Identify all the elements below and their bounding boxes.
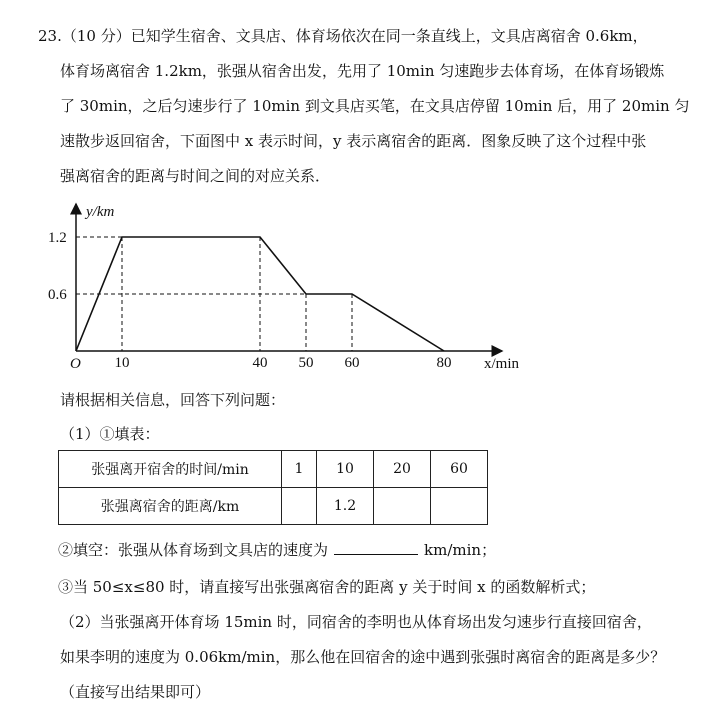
table-cell-distance[interactable] [431, 488, 488, 525]
table-cell-distance[interactable] [282, 488, 317, 525]
y-axis-label: y/km [86, 204, 115, 220]
x-tick-label: 40 [252, 355, 268, 371]
question-2 [58, 540, 496, 560]
table-cell-time: 60 [431, 451, 488, 488]
distance-time-graph [40, 196, 540, 376]
question-2-text: ②填空：张强从体育场到文具店的速度为 [58, 541, 329, 559]
table-cell-time: 10 [317, 451, 374, 488]
x-axis-label: x/min [484, 356, 520, 372]
problem-number: 23. [38, 27, 62, 45]
problem-header [38, 26, 648, 46]
part1-label: （1）①填表： [60, 425, 160, 443]
problem-line: 体育场离宿舍 1.2km，张强从宿舍出发，先用了 10min 匀速跑步去体育场，在体育场锻炼 [60, 62, 665, 80]
answer-blank[interactable] [334, 540, 418, 555]
origin-label: O [70, 356, 81, 372]
table-row-header: 张强离宿舍的距离/km [59, 488, 282, 525]
problem-line: 速散步返回宿舍，下面图中 x 表示时间，y 表示离宿舍的距离．图象反映了这个过程中张 [60, 132, 647, 150]
part2-line: （直接写出结果即可） [60, 683, 211, 701]
table-row [59, 451, 488, 488]
prompt-line: 请根据相关信息，回答下列问题： [60, 391, 286, 409]
y-tick-label: 0.6 [48, 287, 67, 303]
y-tick-label: 1.2 [48, 230, 67, 246]
table-cell-distance[interactable] [374, 488, 431, 525]
table-cell-distance[interactable]: 1.2 [317, 488, 374, 525]
part2-line: （2）当张强离开体育场 15min 时，同宿舍的李明也从体育场出发匀速步行直接回宿舍， [60, 613, 652, 631]
x-tick-label: 10 [114, 355, 130, 371]
problem-line: 强离宿舍的距离与时间之间的对应关系． [60, 167, 331, 185]
problem-line: 了 30min，之后匀速步行了 10min 到文具店买笔，在文具店停留 10min 后，用了 20min 匀 [60, 97, 690, 115]
problem-line: 已知学生宿舍、文具店、体育场依次在同一条直线上，文具店离宿舍 0.6km， [130, 27, 648, 45]
part2-line: 如果李明的速度为 0.06km/min，那么他在回宿舍的途中遇到张强时离宿舍的距离是多少？ [60, 648, 666, 666]
table-row [59, 488, 488, 525]
table-cell-time: 1 [282, 451, 317, 488]
question-3: ③当 50≤x≤80 时，请直接写出张强离宿舍的距离 y 关于时间 x 的函数解析式； [58, 578, 596, 596]
table-row-header: 张强离开宿舍的时间/min [59, 451, 282, 488]
table-cell-time: 20 [374, 451, 431, 488]
x-tick-label: 50 [298, 355, 314, 371]
x-tick-label: 80 [436, 355, 452, 371]
question-2-unit: km/min； [424, 541, 497, 559]
x-tick-label: 60 [344, 355, 360, 371]
problem-score: （10 分） [61, 27, 131, 45]
fill-in-table [58, 450, 488, 525]
